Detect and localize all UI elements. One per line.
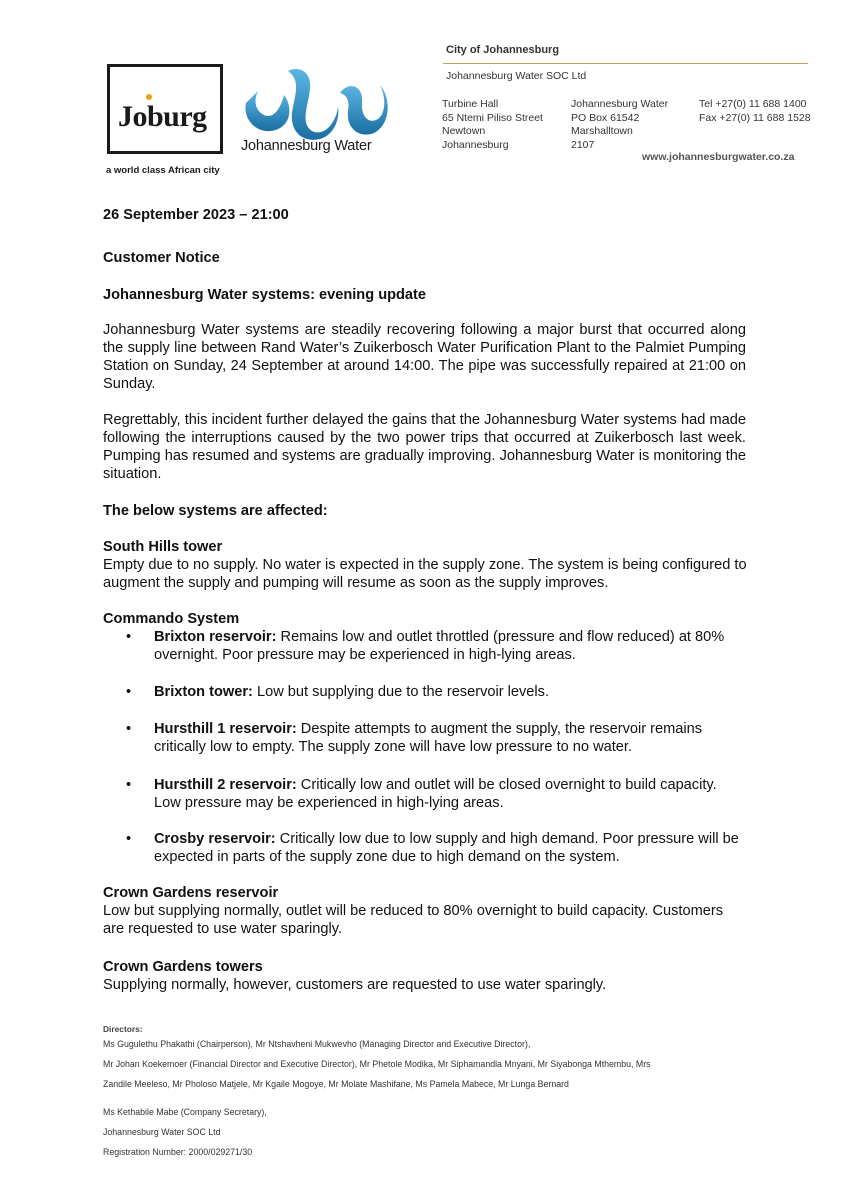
paragraph-2: Regrettably, this incident further delayed the gains that the Johannesburg Water systems had made following the interruptions caused by the two power trips that occurred at Zuikerbosch last week. Pumping has resumed and systems are gradually improving. Johannesburg Water is monitoring the situation.: [103, 412, 746, 482]
crown-towers-heading: Crown Gardens towers: [103, 959, 263, 975]
item-name: Crosby reservoir:: [154, 831, 276, 847]
postal-address: [571, 98, 668, 152]
website-link[interactable]: www.johannesburgwater.co.za: [642, 151, 795, 163]
item-text: Critically low and outlet will be closed overnight to build capacity. Low pressure may be experienced in high-lying areas.: [154, 777, 717, 811]
postal-line: Johannesburg Water: [571, 98, 669, 110]
street-address: [442, 98, 543, 152]
street-line: 65 Ntemi Piliso Street: [442, 111, 543, 124]
company-name: Johannesburg Water SOC Ltd: [103, 1127, 221, 1137]
directors-label: Directors:: [103, 1024, 143, 1034]
commando-heading: Commando System: [103, 611, 240, 627]
item-name: Hursthill 2 reservoir:: [154, 777, 297, 793]
south-hills-text: Empty due to no supply. No water is expected in the supply zone. The system is being configured to augment the supply and pumping will resume as soon as the supply improves.: [103, 557, 747, 591]
item-text: Low but supplying due to the reservoir levels.: [252, 684, 550, 700]
item-text: Critically low due to low supply and high demand. Poor pressure will be expected in parts of the supply zone due to high demand on the system.: [154, 831, 739, 865]
bullet-icon: •: [126, 629, 132, 645]
paragraph-1: Johannesburg Water systems are steadily recovering following a major burst that occurred along the supply line between Rand Water’s Zuikerbosch Water Purification Plant to the Palmiet Pumping Station on Sunday, 24 September at around 14:00. The pipe was successfully repaired at 21:00 on Sunday.: [103, 322, 746, 392]
affected-heading: The below systems are affected:: [103, 503, 328, 519]
notice-type: Customer Notice: [103, 250, 220, 266]
item-text: Remains low and outlet throttled (pressure and flow reduced) at 80% overnight. Poor pressure may be experienced in high-lying areas.: [154, 629, 725, 663]
company-info: [103, 1106, 267, 1158]
item-name: Hursthill 1 reservoir:: [154, 721, 297, 737]
header-city: City of Johannesburg: [446, 44, 560, 56]
johannesburg-water-logo-text: Johannesburg Water: [241, 138, 372, 154]
bullet-icon: •: [126, 777, 132, 793]
street-line: Newtown: [442, 125, 486, 137]
fax: Fax +27(0) 11 688 1528: [699, 111, 811, 124]
crown-reservoir-heading: Crown Gardens reservoir: [103, 885, 279, 901]
phone-block: [699, 98, 811, 125]
south-hills-heading: South Hills tower: [103, 539, 223, 555]
bullet-icon: •: [126, 684, 132, 700]
item-text: Despite attempts to augment the supply, the reservoir remains critically low to empty. The supply zone will have low pressure to no water.: [154, 721, 703, 755]
johannesburg-water-logo-icon: [240, 63, 390, 141]
joburg-logo-dot-icon: [141, 92, 157, 102]
crown-towers-text: Supplying normally, however, customers are requested to use water sparingly.: [103, 977, 607, 993]
street-line: Turbine Hall: [442, 98, 499, 110]
header-company: Johannesburg Water SOC Ltd: [446, 70, 587, 82]
crown-reservoir-text: Low but supplying normally, outlet will be reduced to 80% overnight to build capacity. Customers are requested to use water sparingly.: [103, 903, 724, 937]
postal-line: PO Box 61542: [571, 111, 640, 124]
registration-number: Registration Number: 2000/029271/30: [103, 1147, 253, 1157]
telephone: Tel +27(0) 11 688 1400: [699, 98, 807, 110]
directors-list: [103, 1038, 803, 1090]
directors-line: Zandile Meeleso, Mr Pholoso Matjele, Mr Kgaile Mogoye, Mr Molate Mashifane, Ms Pamela Mabece, Mr Lunga Bernard: [103, 1079, 569, 1089]
postal-line: Marshalltown: [571, 125, 633, 137]
item-name: Brixton tower:: [154, 684, 253, 700]
joburg-tagline: a world class African city: [106, 165, 220, 176]
header-divider: [443, 63, 808, 64]
joburg-logo-text: Joburg: [118, 100, 207, 133]
notice-date: 26 September 2023 – 21:00: [103, 207, 289, 223]
notice-title: Johannesburg Water systems: evening update: [103, 287, 427, 303]
bullet-icon: •: [126, 721, 132, 737]
directors-line: Mr Johan Koekemoer (Financial Director and Executive Director), Mr Phetole Modika, Mr Siphamandla Mnyani, Mr Siyabonga Mthembu, Mrs: [103, 1059, 651, 1069]
item-name: Brixton reservoir:: [154, 629, 277, 645]
company-secretary: Ms Kethabile Mabe (Company Secretary),: [103, 1107, 267, 1117]
street-line: Johannesburg: [442, 138, 509, 151]
bullet-icon: •: [126, 831, 132, 847]
directors-line: Ms Gugulethu Phakathi (Chairperson), Mr Ntshavheni Mukwevho (Managing Director and Executive Director),: [103, 1039, 531, 1049]
postal-line: 2107: [571, 138, 595, 151]
